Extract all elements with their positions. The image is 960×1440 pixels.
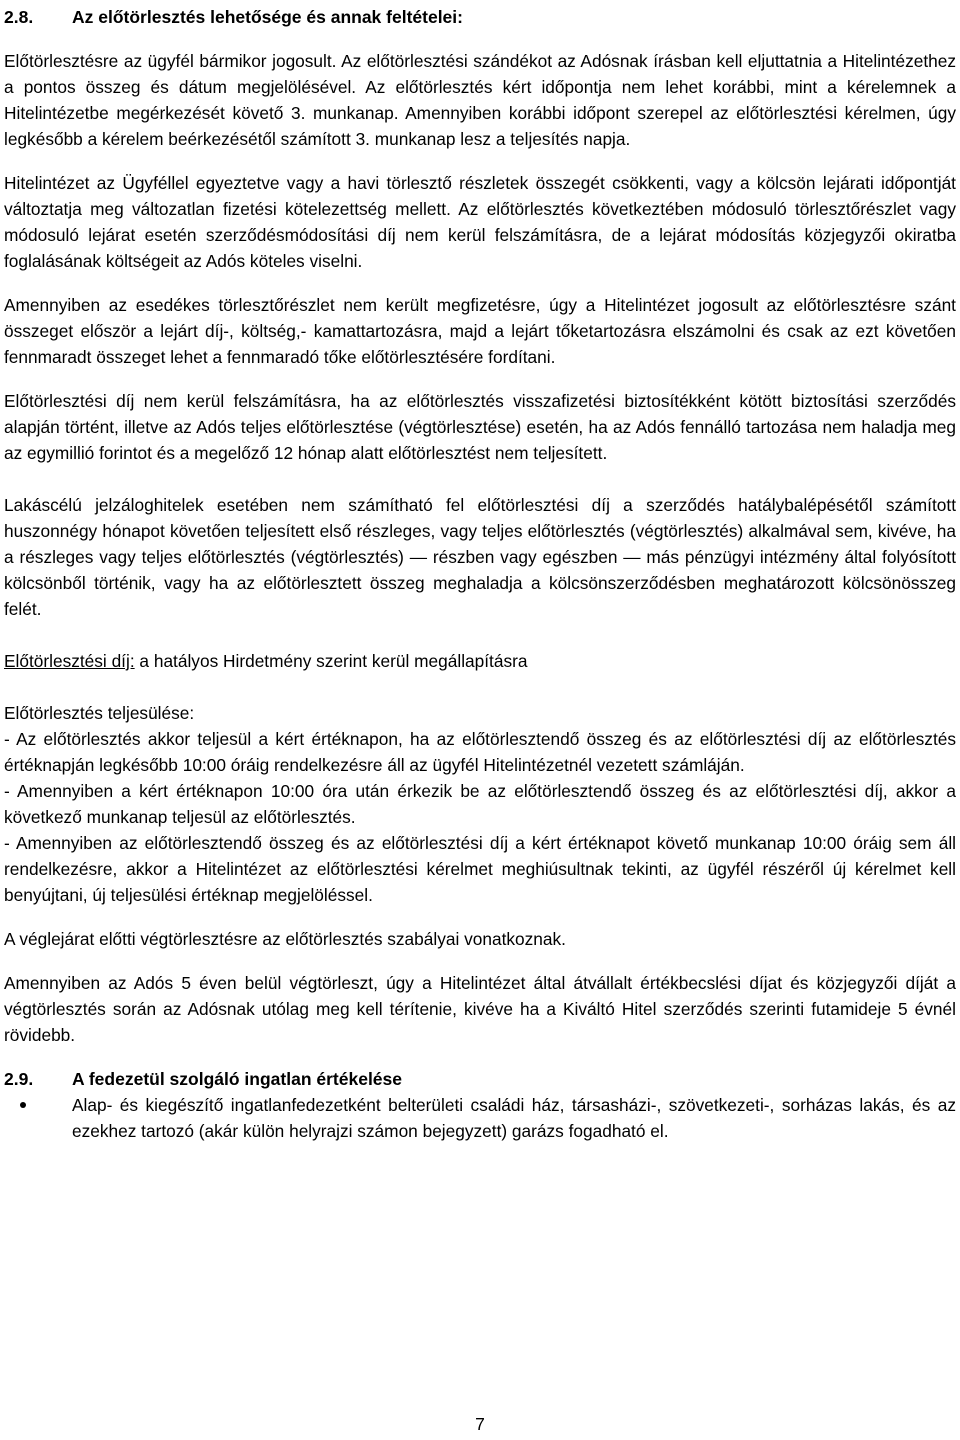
document-page [4, 4, 956, 1144]
paragraph-valuation-fee-refund: Amennyiben az Adós 5 éven belül végtörleszt, úgy a Hitelintézet által átvállalt értékbecslési díjat és közjegyzői díját a végtörlesztés során az Adósnak utólag meg kell térítenie, kivéve ha a Kiváltó Hitel szerződés szerinti futamideje 5 évnél rövidebb. [4, 973, 956, 1045]
fulfilment-title: Előtörlesztés teljesülése: [4, 703, 195, 723]
paragraph-right-to-prepay: Előtörlesztésre az ügyfél bármikor jogosult. Az előtörlesztési szándékot az Adósnak írásban kell eljuttatnia a Hitelintézethez a pontos összeg és dátum megjelölésével. Az előtörlesztés kért időpontja nem lehet korábbi, mint a kérelemnek a Hitelintézetbe megérkezését követő 3. munkanap. Amennyiben korábbi időpont szerepel az előtörlesztési kérelmen, úgy legkésőbb a kérelem beérkezésétől számított 3. munkanap lesz a teljesítés napja. [4, 51, 956, 149]
section-number: 2.9. [4, 1069, 34, 1089]
paragraph-mortgage-exemption: Lakáscélú jelzáloghitelek esetében nem számítható fel előtörlesztési díj a szerződés hatálybalépésétől számított huszonnégy hónapot követően teljesített első részleges, vagy teljes előtörlesztés (végtörlesztés) alkalmával sem, kivéve, ha a részleges vagy teljes előtörlesztés (végtörlesztés) — részben vagy egészben — más pénzügyi intézmény által folyósított kölcsönből történik, vagy ha az előtörlesztett összeg meghaladja a kölcsönszerződésben meghatározott kölcsönösszeg felét. [4, 495, 956, 619]
prepayment-fee-text: a hatályos Hirdetmény szerint kerül megállapításra [134, 651, 528, 671]
list-item [4, 1092, 956, 1144]
paragraph-final-repayment: A véglejárat előtti végtörlesztésre az előtörlesztés szabályai vonatkoznak. [4, 929, 566, 949]
fulfilment-item-3: - Amennyiben az előtörlesztendő összeg és az előtörlesztési díj a kért értéknapot követő munkanap 10:00 óráig sem áll rendelkezésre, akkor a Hitelintézet az előtörlesztési kérelmet meghiúsultnak tekinti, az ügyfél részéről új kérelmet kell benyújtani, új teljesülési értéknap megjelöléssel. [4, 833, 956, 905]
section-heading-2-8 [4, 4, 956, 30]
page-number: 7 [475, 1414, 485, 1434]
paragraph-installment-change: Hitelintézet az Ügyféllel egyeztetve vagy a havi törlesztő részletek összegét csökkenti, vagy a kölcsön lejárati időpontját változtatja meg változatlan fizetési kötelezettség mellett. Az előtörlesztés következtében módosuló törlesztőrészlet vagy módosuló lejárat esetén szerződésmódosítási díj nem kerül felszámításra, de a lejárat módosítás közjegyzői okiratba foglalásának költségeit az Adós köteles viselni. [4, 173, 956, 271]
fulfilment-item-1: - Az előtörlesztés akkor teljesül a kért értéknapon, ha az előtörlesztendő összeg és az előtörlesztési díj az előtörlesztés értéknapján legkésőbb 10:00 óráig rendelkezésre áll az ügyfél Hitelintézetnél vezetett számláján. [4, 729, 956, 775]
paragraph-overdue-allocation: Amennyiben az esedékes törlesztőrészlet nem került megfizetésre, úgy a Hitelintézet jogosult az előtörlesztésre szánt összeget először a lejárt díj-, költség,- kamattartozásra, majd a lejárt tőketartozásra elszámolni és csak az ezt követően fennmaradt összeget lehet a fennmaradó tőke előtörlesztésére fordítani. [4, 295, 956, 367]
fulfilment-item-2: - Amennyiben a kért értéknapon 10:00 óra után érkezik be az előtörlesztendő összeg és az előtörlesztési díj, akkor a következő munkanap teljesül az előtörlesztés. [4, 781, 956, 827]
paragraph-fee-exemption: Előtörlesztési díj nem kerül felszámításra, ha az előtörlesztés visszafizetési biztosítékként kötött biztosítási szerződés alapján történt, illetve az Adós teljes előtörlesztése (végtörlesztése) esetén, ha az Adós fennálló tartozása nem haladja meg az egymillió forintot és a megelőző 12 hónap alatt előtörlesztést nem teljesített. [4, 391, 956, 463]
bullet-text: Alap- és kiegészítő ingatlanfedezetként belterületi családi ház, társasházi-, szövetkezeti-, sorházas lakás, és az ezekhez tartozó (akár külön helyrajzi számon bejegyzett) garázs fogadható el. [72, 1095, 956, 1141]
section-heading-2-9 [4, 1066, 956, 1092]
paragraph-prepayment-fee [4, 648, 956, 674]
bullet-icon [4, 1092, 72, 1144]
section-number: 2.8. [4, 7, 34, 27]
section-title: Az előtörlesztés lehetősége és annak feltételei: [72, 7, 463, 27]
prepayment-fee-label: Előtörlesztési díj: [4, 651, 135, 671]
section-title: A fedezetül szolgáló ingatlan értékelése [72, 1069, 403, 1089]
